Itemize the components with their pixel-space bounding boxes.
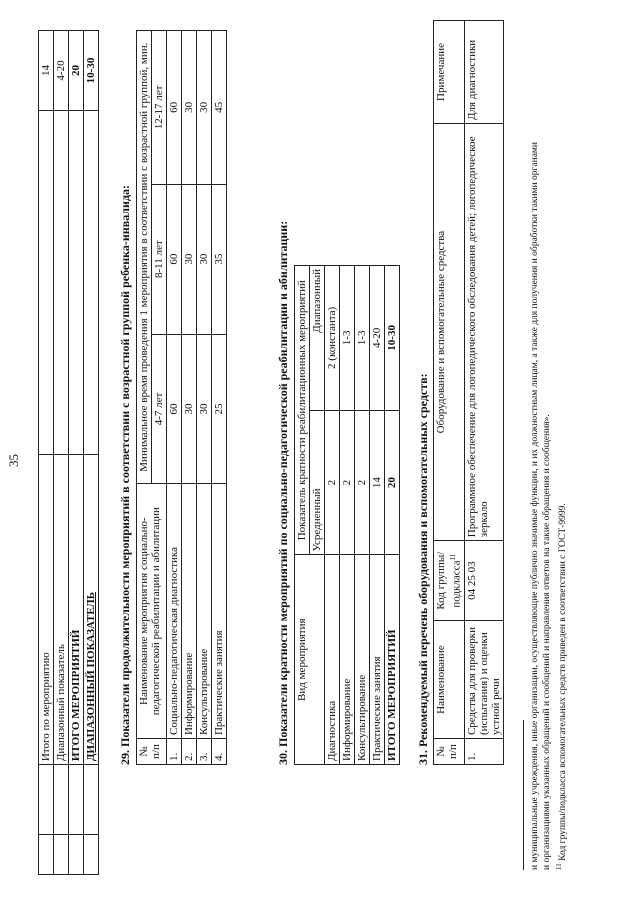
row-name: Практические занятия bbox=[212, 484, 227, 739]
table-row bbox=[340, 266, 355, 765]
totals-label: Диапазонный показатель bbox=[54, 455, 69, 765]
row-num: 1. bbox=[464, 739, 503, 765]
col-name: Наименование мероприятия социально-педагогической реабилитации и абилитации bbox=[137, 484, 167, 739]
row-value: 60 bbox=[167, 184, 182, 334]
row-value: 30 bbox=[182, 184, 197, 334]
totals-table bbox=[38, 30, 99, 875]
row-value: 35 bbox=[212, 184, 227, 334]
col-avg: Усредненный bbox=[310, 410, 325, 555]
row-avg: 14 bbox=[370, 410, 385, 555]
table-row bbox=[54, 31, 69, 875]
footnote-ref: 11 bbox=[449, 553, 457, 561]
equipment-table bbox=[433, 20, 504, 765]
col-equip: Оборудование и вспомогательные средства bbox=[434, 123, 465, 540]
totals-value: 10-30 bbox=[84, 31, 99, 111]
footnote-line: и муниципальные учреждения, иные организации, осуществляющие публично значимые функции, и их должностным лицам, а также для получения и обработки такими органами bbox=[530, 141, 540, 870]
row-value: 60 bbox=[167, 31, 182, 185]
table-row bbox=[182, 31, 197, 765]
row-value: 30 bbox=[197, 31, 212, 185]
row-avg: 2 bbox=[325, 410, 340, 555]
col-name: Наименование bbox=[434, 621, 465, 739]
frequency-table bbox=[294, 265, 400, 765]
footnote-11 bbox=[554, 10, 569, 870]
row-avg: 2 bbox=[355, 410, 370, 555]
row-name: Диагностика bbox=[325, 555, 340, 765]
row-range: 1-3 bbox=[340, 266, 355, 411]
row-name: Социально-педагогическая диагностика bbox=[167, 484, 182, 739]
table-row bbox=[39, 31, 54, 875]
table-row bbox=[197, 31, 212, 765]
table-row bbox=[212, 31, 227, 765]
section30-heading: 30. Показатели кратности мероприятий по социально-педагогической реабилитации и абилитации: bbox=[276, 220, 290, 765]
col-range: Диапазонный bbox=[310, 266, 325, 411]
totals-label: ИТОГО МЕРОПРИЯТИЙ bbox=[69, 455, 84, 765]
table-row bbox=[385, 266, 400, 765]
row-avg: 2 bbox=[340, 410, 355, 555]
row-range: 4-20 bbox=[370, 266, 385, 411]
row-equip: Программное обеспечение для логопедического обследования детей; логопедическое зеркало bbox=[464, 123, 503, 540]
col-time: Минимальное время проведения 1 мероприятия в соответствии с возрастной группой, мин. bbox=[137, 31, 152, 484]
row-range: 1-3 bbox=[355, 266, 370, 411]
footnote-line: и организациями указанных обращений и сообщений и направления ответов на такие обращения и сообщения». bbox=[542, 414, 552, 870]
row-name: Информирование bbox=[340, 555, 355, 765]
table-row bbox=[167, 31, 182, 765]
row-num: 3. bbox=[197, 739, 212, 765]
totals-value: 14 bbox=[39, 31, 54, 111]
col-note: Примечание bbox=[434, 21, 465, 124]
table-row bbox=[355, 266, 370, 765]
age-col: 4-7 лет bbox=[152, 334, 167, 484]
col-num: № п/п bbox=[137, 739, 167, 765]
row-num: 1. bbox=[167, 739, 182, 765]
age-col: 8-11 лет bbox=[152, 184, 167, 334]
row-name: Средства для проверки (испытания) и оценки устной речи bbox=[464, 621, 503, 739]
row-name: Консультирование bbox=[355, 555, 370, 765]
table-row bbox=[325, 266, 340, 765]
col-code-text: Код группы/подкласса bbox=[435, 551, 463, 610]
footnote-text: Код группы/подкласса вспомогательных средств приведен в соответствии с ГОСТ-9999. bbox=[558, 503, 569, 861]
row-num: 4. bbox=[212, 739, 227, 765]
row-value: 25 bbox=[212, 334, 227, 484]
col-code bbox=[434, 541, 465, 621]
footnote-number: 11 bbox=[555, 863, 563, 870]
row-value: 60 bbox=[167, 334, 182, 484]
row-name: Информирование bbox=[182, 484, 197, 739]
col-num: № п/п bbox=[434, 739, 465, 765]
row-num: 2. bbox=[182, 739, 197, 765]
row-value: 30 bbox=[182, 31, 197, 185]
page-number: 35 bbox=[6, 454, 21, 467]
row-range: 2 (константа) bbox=[325, 266, 340, 411]
col-group: Показатель кратности реабилитационных мероприятий bbox=[295, 266, 310, 555]
col-kind: Вид мероприятия bbox=[295, 555, 325, 765]
totals-label: Итого по мероприятию bbox=[39, 455, 54, 765]
totals-value: 20 bbox=[69, 31, 84, 111]
table-row bbox=[370, 266, 385, 765]
row-name: Консультирование bbox=[197, 484, 212, 739]
row-value: 30 bbox=[197, 184, 212, 334]
section31-heading: 31. Рекомендуемый перечень оборудования и вспомогательных средств: bbox=[416, 373, 430, 765]
totals-label: ДИАПАЗОННЫЙ ПОКАЗАТЕЛЬ bbox=[84, 455, 99, 765]
table-row bbox=[84, 31, 99, 875]
table-row bbox=[464, 21, 503, 765]
row-value: 30 bbox=[197, 334, 212, 484]
row-value: 45 bbox=[212, 31, 227, 185]
section29-heading: 29. Показатели продолжительности мероприятий в соответствии с возрастной группой ребенка-инвалида: bbox=[118, 184, 132, 765]
footnote-separator bbox=[523, 720, 524, 870]
row-code: 04 25 03 bbox=[464, 541, 503, 621]
age-col: 12-17 лет bbox=[152, 31, 167, 185]
row-note: Для диагностики bbox=[464, 21, 503, 124]
row-value: 30 bbox=[182, 334, 197, 484]
row-name: ИТОГО МЕРОПРИЯТИЙ bbox=[385, 555, 400, 765]
table-row bbox=[69, 31, 84, 875]
row-avg: 20 bbox=[385, 410, 400, 555]
totals-value: 4-20 bbox=[54, 31, 69, 111]
row-name: Практические занятия bbox=[370, 555, 385, 765]
row-range: 10-30 bbox=[385, 266, 400, 411]
duration-table bbox=[136, 30, 227, 765]
